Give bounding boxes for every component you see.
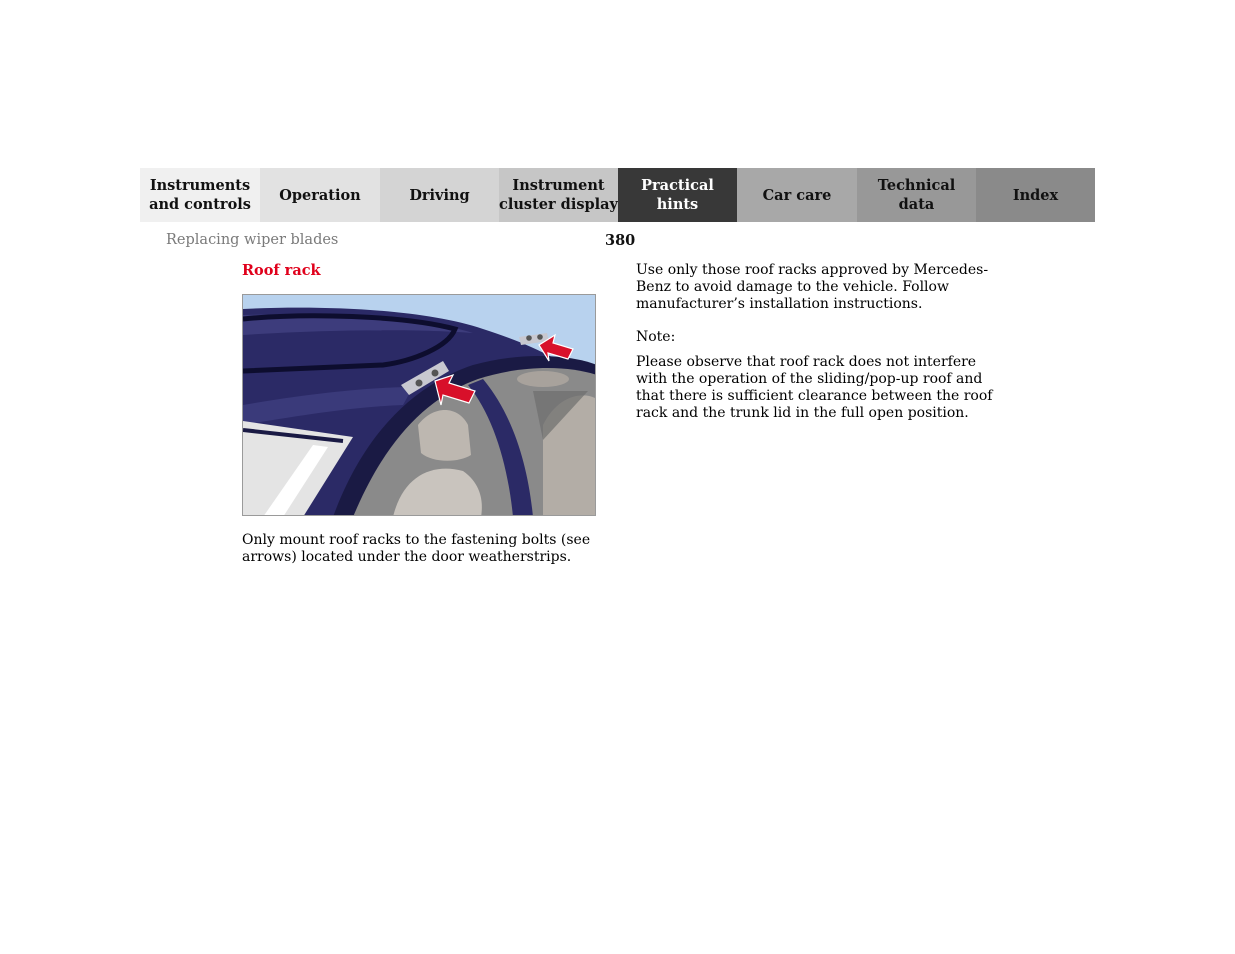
figure-caption: Only mount roof racks to the fastening bolts (see arrows) located under the door weatherstrips. xyxy=(242,532,591,565)
section-title: Replacing wiper blades xyxy=(166,232,339,248)
note-text: Please observe that roof rack does not interfere with the operation of the sliding/pop-up roof and that there is sufficient clearance between the roof rack and the trunk lid in the full open position. xyxy=(636,354,993,421)
roof-rack-illustration xyxy=(242,294,596,516)
note-label: Note: xyxy=(636,329,676,345)
tab-technical-data[interactable]: Technical data xyxy=(857,168,976,222)
page-heading: Roof rack xyxy=(242,262,321,279)
tab-car-care[interactable]: Car care xyxy=(737,168,857,222)
tab-index[interactable]: Index xyxy=(976,168,1095,222)
instruction-paragraph: Use only those roof racks approved by Mercedes-Benz to avoid damage to the vehicle. Follow manufacturer’s installation instructions. xyxy=(636,262,989,312)
tab-instruments-and-controls[interactable]: Instruments and controls xyxy=(140,168,260,222)
page-number: 380 xyxy=(605,232,636,249)
tab-instrument-cluster-display[interactable]: Instrument cluster display xyxy=(499,168,618,222)
tab-driving[interactable]: Driving xyxy=(380,168,499,222)
right-column xyxy=(636,262,1006,422)
tab-operation[interactable]: Operation xyxy=(260,168,380,222)
chapter-navigation xyxy=(140,168,1095,222)
tab-practical-hints[interactable]: Practical hints xyxy=(618,168,737,222)
